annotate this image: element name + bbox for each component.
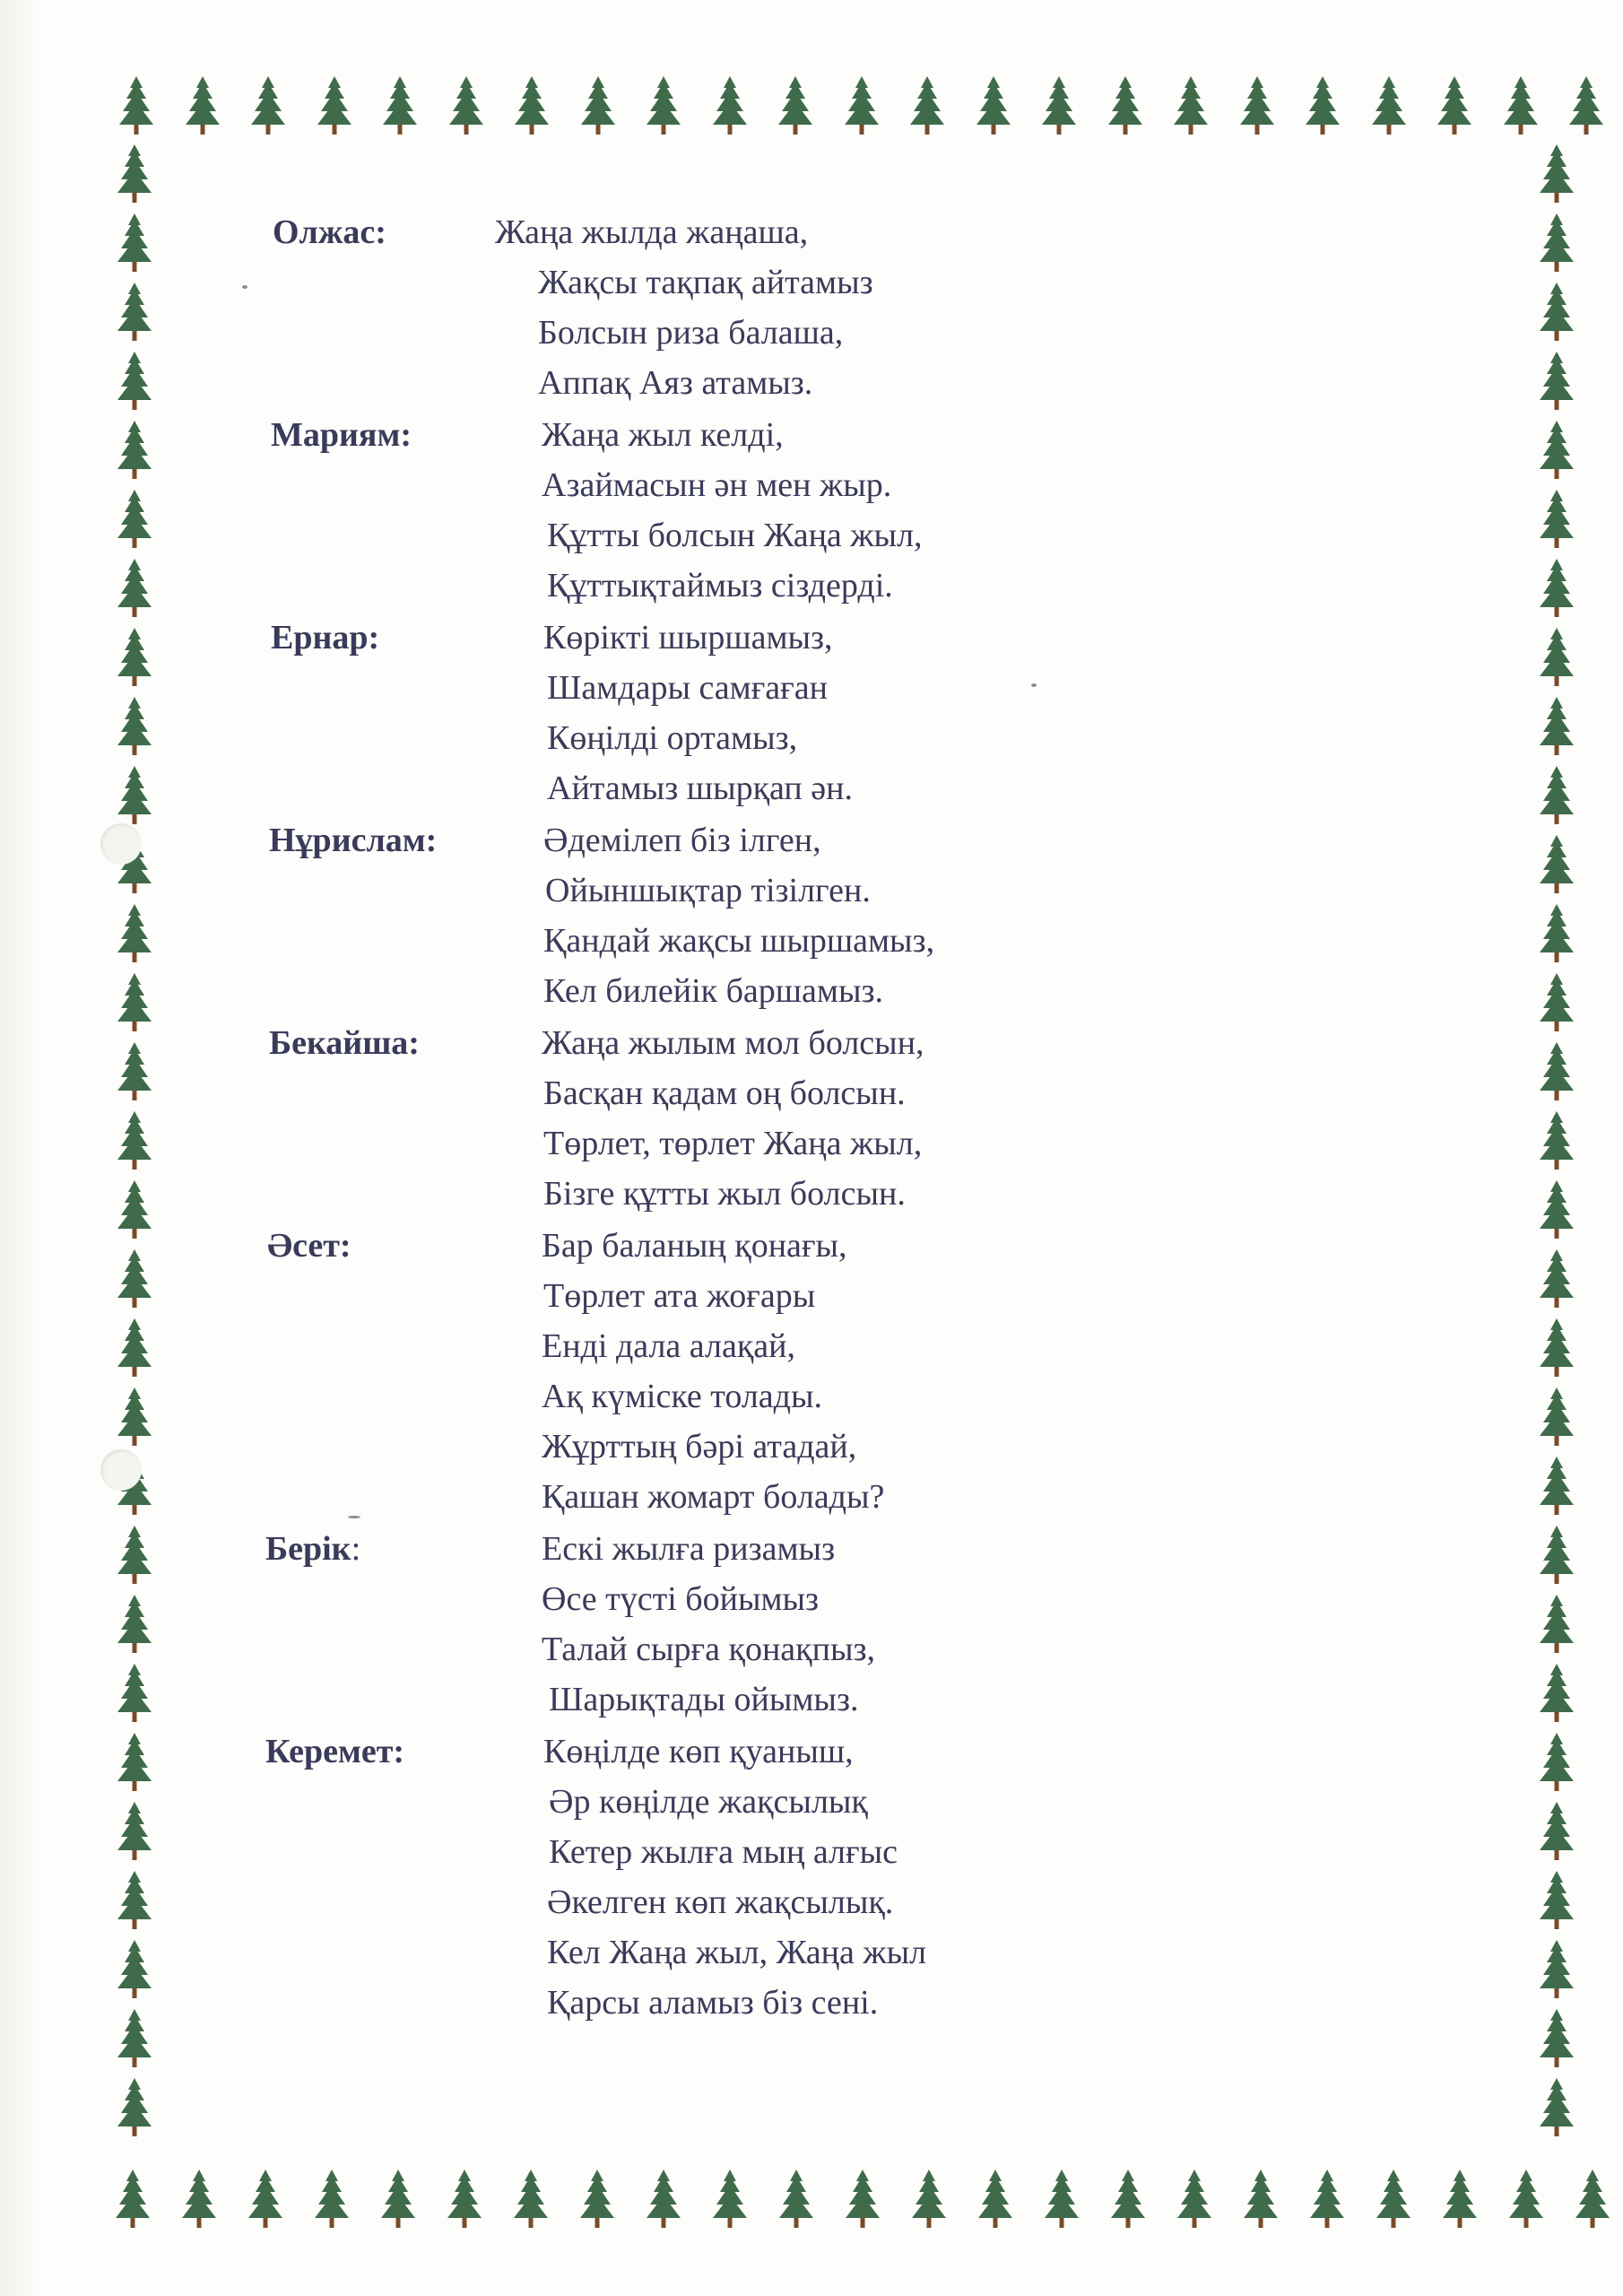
poem-line: Әр көңілде жақсылық	[549, 1783, 868, 1821]
poem-line: Енді дала алақай,	[542, 1327, 795, 1365]
poem-line: Әкелген көп жақсылық.	[547, 1883, 894, 1921]
poem-line: Көрікті шыршамыз,	[543, 619, 833, 657]
poem-line: Жаңа жылда жаңаша,	[495, 213, 809, 251]
poem-line: Әдемілеп біз ілген,	[543, 822, 821, 859]
poem-line: Айтамыз шырқап ән.	[547, 770, 853, 807]
poem-line: Қашан жомарт болады?	[542, 1478, 885, 1516]
poem-line: Шамдары самғаған	[547, 669, 828, 707]
poem-line: Басқан қадам оң болсын.	[543, 1074, 906, 1112]
poem-line: Ойыншықтар тізілген.	[545, 872, 871, 909]
poem-line: Шарықтады ойымыз.	[549, 1681, 859, 1718]
poem-line: Өсе түсті бойымыз	[542, 1580, 820, 1618]
poem-line: Төрлет ата жоғары	[543, 1277, 816, 1315]
poem-line: Кел билейік баршамыз.	[543, 972, 883, 1010]
poem-line: Қарсы аламыз біз сені.	[547, 1984, 879, 2022]
poem-line: Құтты болсын Жаңа жыл,	[547, 517, 923, 554]
poem-line: Талай сырға қонақпыз,	[542, 1631, 875, 1668]
poem-line: Бізге құтты жыл болсын.	[543, 1175, 906, 1213]
poem-line: Кетер жылға мың алғыс	[549, 1833, 898, 1871]
speaker-name: Мариям:	[271, 416, 412, 454]
poem-line: Аппақ Аяз атамыз.	[538, 364, 813, 402]
poem-line: Бар баланың қонағы,	[542, 1227, 847, 1265]
poem-line: Қандай жақсы шыршамыз,	[543, 922, 935, 960]
speaker-name: Олжас:	[273, 213, 386, 251]
poem-line: Кел Жаңа жыл, Жаңа жыл	[547, 1934, 927, 1971]
poem-line: Жаңа жылым мол болсын,	[542, 1024, 924, 1062]
speaker-name: Ернар:	[271, 619, 380, 657]
speaker-name: Керемет:	[265, 1733, 405, 1770]
poem-line: Көңілде көп қуаныш,	[543, 1733, 854, 1770]
poem-line: Ақ күміске толады.	[542, 1378, 823, 1415]
speaker-name: Бекайша:	[269, 1024, 420, 1062]
speaker-name: Берік:	[265, 1530, 361, 1568]
speaker-name: Әсет:	[267, 1227, 352, 1265]
poem-line: Төрлет, төрлет Жаңа жыл,	[543, 1125, 923, 1162]
poem-line: Жаңа жыл келді,	[542, 416, 784, 454]
poem-line: Жақсы тақпақ айтамыз	[538, 264, 873, 301]
poem-line: Ескі жылға ризамыз	[542, 1530, 836, 1568]
poem-line: Болсын риза балаша,	[538, 314, 844, 352]
poem-line: Азаймасын ән мен жыр.	[542, 466, 892, 504]
poem-line: Көңілді ортамыз,	[547, 719, 798, 757]
poem-line: Құттықтаймыз сіздерді.	[547, 567, 893, 604]
poem-line: Жұрттың бәрі атадай,	[542, 1428, 857, 1465]
speaker-name: Нұрислам:	[269, 822, 438, 859]
